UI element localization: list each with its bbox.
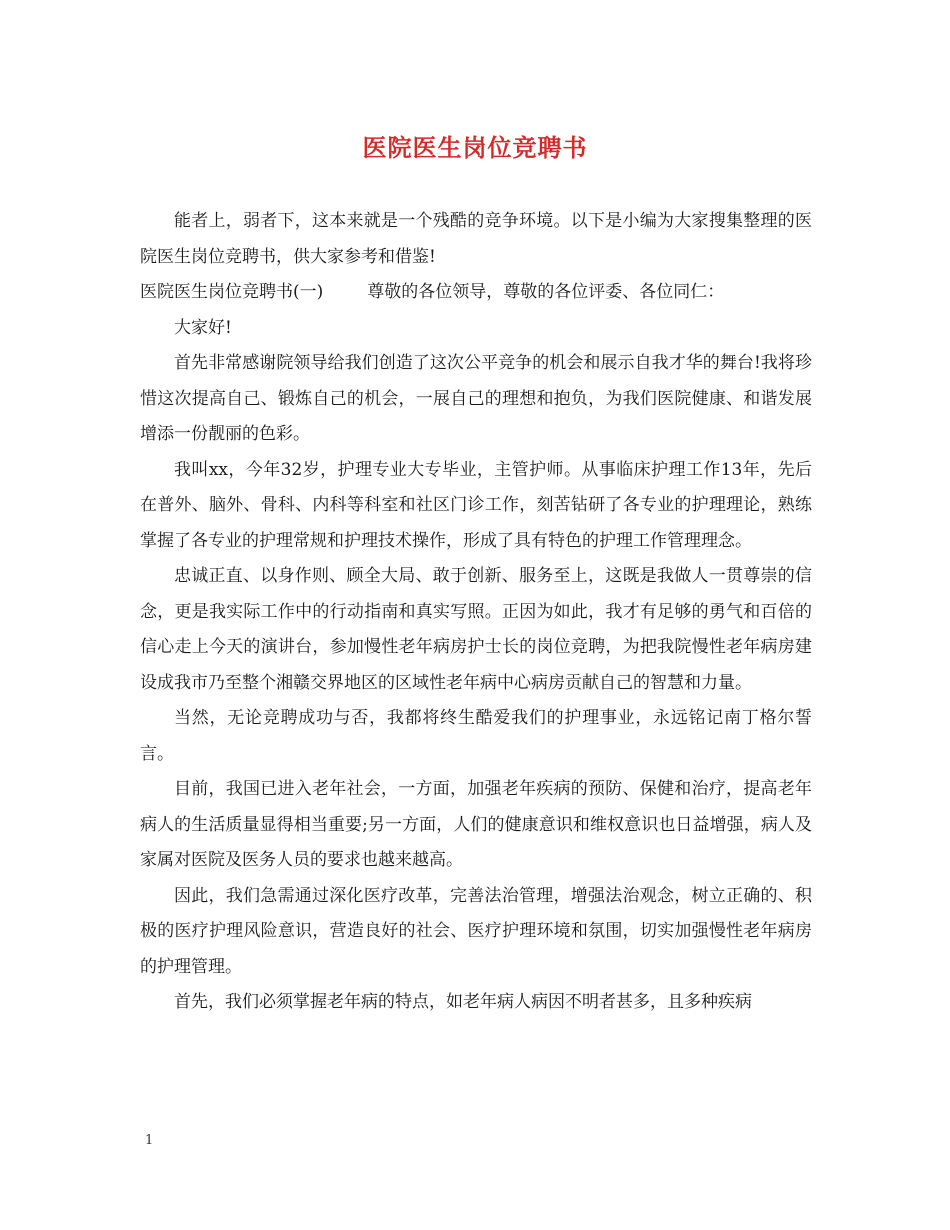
body-paragraph: 忠诚正直、以身作则、顾全大局、敢于创新、服务至上，这既是我做人一贯尊崇的信念，更是我实际工作中的行动指南和真实写照。正因为如此，我才有足够的勇气和百倍的信心走上今天的演讲台，参加慢性老年病房护士长的岗位竞聘，为把我院慢性老年病房建设成我市乃至整个湘赣交界地区的区域性老年病中心病房贡献自己的智慧和力量。 — [140, 566, 812, 693]
body-paragraph: 我叫xx，今年32岁，护理专业大专毕业，主管护师。从事临床护理工作13年，先后在普外、脑外、骨科、内科等科室和社区门诊工作，刻苦钻研了各专业的护理理论，熟练掌握了各专业的护理常规和护理技术操作，形成了具有特色的护理工作管理理念。 — [140, 459, 812, 551]
body-paragraph: 目前，我国已进入老年社会，一方面，加强老年疾病的预防、保健和治疗，提高老年病人的生活质量显得相当重要;另一方面，人们的健康意识和维权意识也日益增强，病人及家属对医院及医务人员的要求也越来越高。 — [140, 779, 812, 870]
greeting: 大家好! — [174, 317, 232, 338]
document-title: 医院医生岗位竞聘书 — [362, 133, 588, 162]
section-heading-line — [140, 275, 812, 311]
body-paragraph: 当然，无论竞聘成功与否，我都将终生酷爱我们的护理事业，永远铭记南丁格尔誓言。 — [140, 708, 812, 764]
body-paragraph: 因此，我们急需通过深化医疗改革，完善法治管理，增强法治观念，树立正确的、积极的医疗护理风险意识，营造良好的社会、医疗护理环境和氛围，切实加强慢性老年病房的护理管理。 — [140, 885, 812, 977]
intro-paragraph: 能者上，弱者下，这本来就是一个残酷的竞争环境。以下是小编为大家搜集整理的医院医生岗位竞聘书，供大家参考和借鉴! — [140, 211, 812, 267]
page-number: 1 — [145, 1133, 154, 1148]
document-body — [140, 204, 812, 1021]
body-paragraph: 首先非常感谢院领导给我们创造了这次公平竞争的机会和展示自我才华的舞台!我将珍惜这次提高自己、锻炼自己的机会，一展自己的理想和抱负，为我们医院健康、和谐发展增添一份靓丽的色彩。 — [140, 353, 812, 444]
section-label: 医院医生岗位竞聘书(一) — [140, 282, 324, 302]
body-paragraph: 首先，我们必须掌握老年病的特点，如老年病人病因不明者甚多，且多种疾病 — [174, 992, 752, 1012]
salutation: 尊敬的各位领导，尊敬的各位评委、各位同仁： — [367, 282, 725, 302]
